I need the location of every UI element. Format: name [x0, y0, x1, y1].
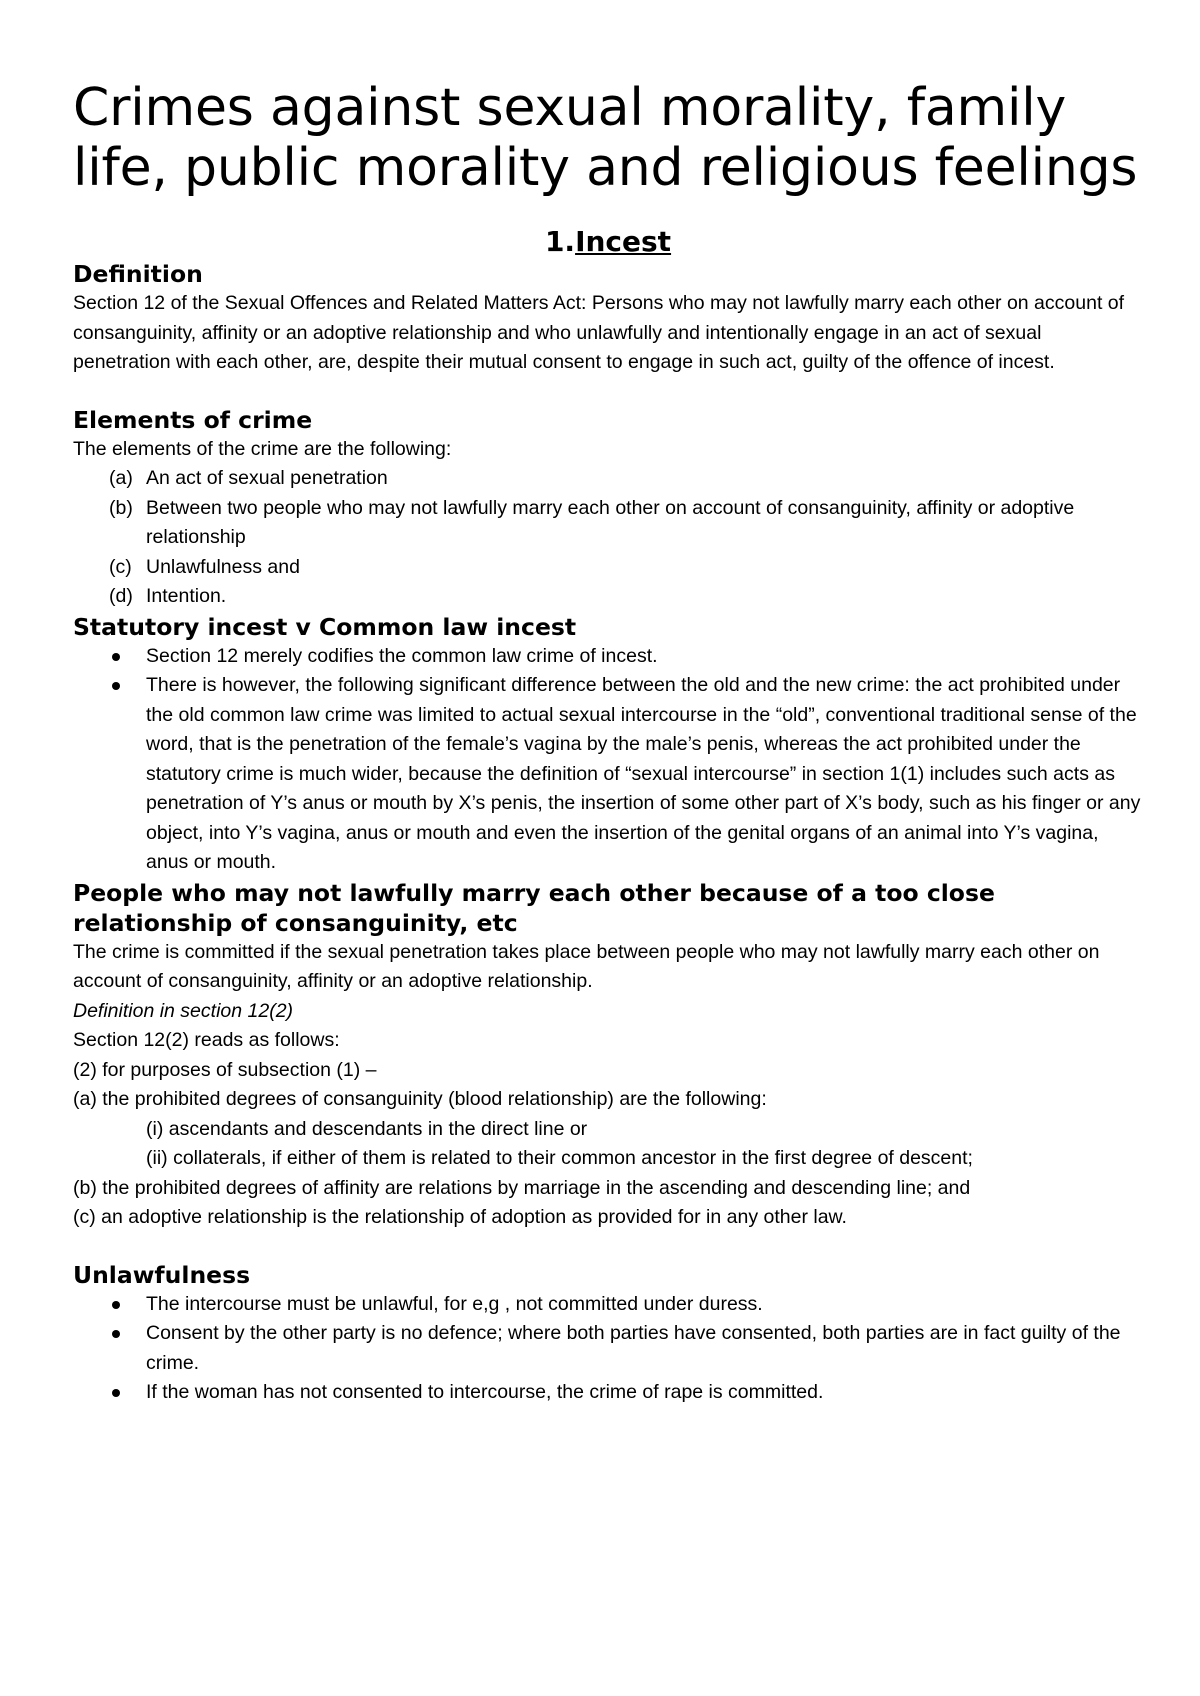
bullet-icon [112, 682, 120, 690]
list-item-text: There is however, the following significant difference between the old and the new crime: the act prohibited under the old common law crime was limited to actual sexual intercourse in the “old”, conventional traditional sense of the word, that is the penetration of the female’s vagina by the male’s penis, whereas the act prohibited under the statutory crime is much wider, because the definition of “sexual intercourse” in section 1(1) includes such acts as penetration of Y’s anus or mouth by X’s penis, the insertion of some other part of X’s body, such as his finger or any object, into Y’s vagina, anus or mouth and even the insertion of the genital organs of an animal into Y’s vagina, anus or mouth. [146, 674, 1141, 873]
people-line: (i) ascendants and descendants in the direct line or [146, 1117, 588, 1140]
list-item [73, 464, 1143, 494]
section-title-text: Incest [575, 225, 672, 258]
definition-heading: Definition [73, 260, 203, 288]
list-item [73, 1290, 1143, 1320]
section-title [73, 225, 1143, 259]
bullet-icon [112, 1330, 120, 1338]
section-number: 1. [544, 225, 576, 258]
people-line: (b) the prohibited degrees of affinity are relations by marriage in the ascending and descending line; and [73, 1176, 971, 1199]
list-item-text: If the woman has not consented to intercourse, the crime of rape is committed. [146, 1381, 824, 1403]
list-item [73, 494, 1143, 553]
statutory-heading: Statutory incest v Common law incest [73, 612, 577, 641]
list-item-text: Between two people who may not lawfully marry each other on account of consanguinity, affinity or adoptive relationship [146, 496, 1075, 548]
list-marker: (d) [109, 585, 133, 607]
bullet-icon [112, 653, 120, 661]
list-item-text: Intention. [146, 585, 227, 607]
list-item [73, 582, 1143, 612]
unlawfulness-heading: Unlawfulness [73, 1260, 251, 1289]
list-item [73, 642, 1143, 672]
people-heading: People who may not lawfully marry each other because of a too close relationship of consanguinity, etc [73, 878, 995, 937]
elements-heading: Elements of crime [73, 405, 313, 434]
list-item [73, 1378, 1143, 1408]
list-marker: (c) [109, 555, 132, 578]
list-marker: (a) [109, 467, 133, 489]
definition-text: Section 12 of the Sexual Offences and Related Matters Act: Persons who may not lawfully marry each other on account of consanguinity, affinity or an adoptive relationship and who unlawfully and intentionally engage in an act of sexual penetration with each other, are, despite their mutual consent to engage in such act, guilty of the offence of incest. [73, 292, 1125, 373]
bullet-icon [112, 1301, 120, 1309]
list-item-text: Consent by the other party is no defence; where both parties have consented, both parties are in fact guilty of the crime. [146, 1322, 1121, 1374]
document-title: Crimes against sexual morality, family life, public morality and religious feelings [73, 78, 1138, 198]
list-item-text: Section 12 merely codifies the common law crime of incest. [146, 644, 658, 667]
people-line: (a) the prohibited degrees of consanguinity (blood relationship) are the following: [73, 1088, 767, 1110]
statutory-list [73, 642, 1143, 878]
list-item [73, 553, 1143, 583]
list-item [73, 1319, 1143, 1378]
list-item-text: An act of sexual penetration [146, 467, 388, 489]
list-item-text: Unlawfulness and [146, 555, 300, 578]
bullet-icon [112, 1389, 120, 1397]
people-line: (c) an adoptive relationship is the relationship of adoption as provided for in any other law. [73, 1206, 847, 1228]
list-marker: (b) [109, 496, 133, 519]
unlawfulness-list [73, 1290, 1143, 1408]
list-item-text: The intercourse must be unlawful, for e,g , not committed under duress. [146, 1292, 763, 1315]
people-subheading: Definition in section 12(2) [73, 999, 294, 1022]
people-line: Section 12(2) reads as follows: [73, 1029, 340, 1051]
people-line: (2) for purposes of subsection (1) – [73, 1058, 377, 1081]
elements-list [73, 464, 1143, 612]
elements-intro: The elements of the crime are the following: [73, 437, 452, 460]
list-item [73, 671, 1143, 878]
people-text: The crime is committed if the sexual penetration takes place between people who may not lawfully marry each other on account of consanguinity, affinity or an adoptive relationship. [73, 940, 1100, 992]
people-line: (ii) collaterals, if either of them is related to their common ancestor in the first degree of descent; [146, 1147, 973, 1169]
document-page [73, 78, 1143, 1408]
